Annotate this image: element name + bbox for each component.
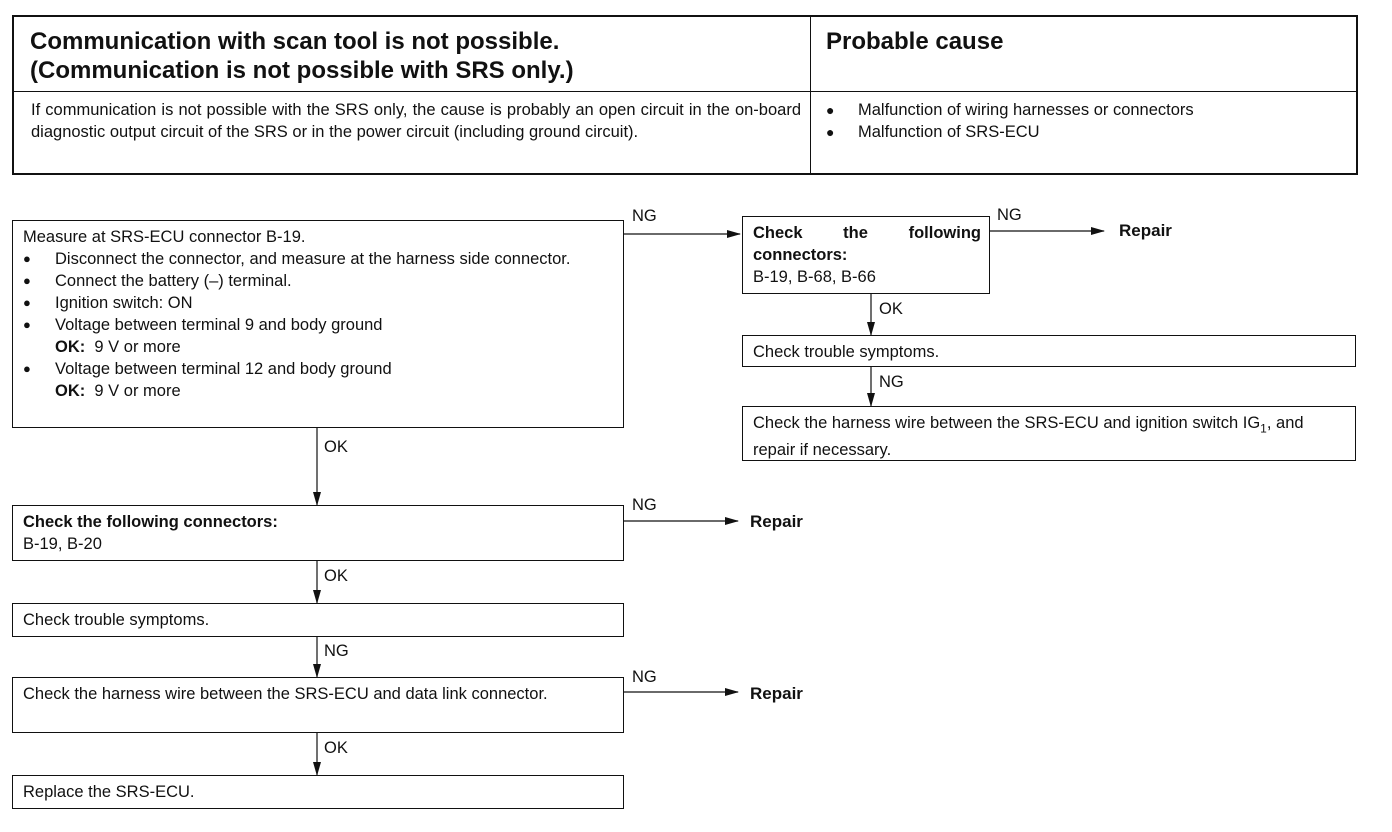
harness-ig-text-after: , and repair if necessary. (753, 414, 1304, 460)
ng-label: NG (632, 668, 657, 686)
bullet-icon: ● (23, 273, 31, 288)
bullet-icon: ● (23, 251, 31, 266)
measure-step-text: Ignition switch: ON (55, 294, 193, 312)
measure-step (23, 292, 615, 314)
measure-step (23, 270, 615, 292)
harness-ig-text (753, 412, 1347, 461)
ok-label: OK: (55, 338, 86, 356)
harness-ig-text-before: Check the harness wire between the SRS-ECU and ignition switch IG (753, 414, 1261, 432)
ng-label: NG (632, 496, 657, 514)
harness-ig-box (742, 406, 1356, 461)
header-title-line1: Communication with scan tool is not possible. (30, 28, 560, 55)
header-description: If communication is not possible with the SRS only, the cause is probably an open circuit in the on-board diagnostic output circuit of the SRS or in the power circuit (including ground circuit). (31, 101, 801, 141)
measure-step (23, 248, 615, 270)
check-connectors-right-title: Check the following connectors: (753, 224, 981, 264)
measure-steps (23, 248, 615, 402)
check-connectors-left-box (12, 505, 624, 561)
measure-step (23, 358, 615, 380)
measure-step-text: Connect the battery (–) terminal. (55, 272, 292, 290)
bullet-icon: ● (826, 102, 835, 118)
measure-step-text: Voltage between terminal 9 and body ground (55, 316, 383, 334)
trouble-symptoms-right-text: Check trouble symptoms. (753, 343, 940, 361)
repair-label: Repair (1119, 221, 1172, 240)
check-connectors-right-box (742, 216, 990, 294)
measure-step-text: Voltage between terminal 12 and body ground (55, 360, 392, 378)
ok-label: OK (324, 438, 348, 456)
replace-ecu-text: Replace the SRS-ECU. (23, 783, 195, 801)
trouble-symptoms-left-box (12, 603, 624, 637)
measure-box (12, 220, 624, 428)
trouble-symptoms-left-text: Check trouble symptoms. (23, 611, 210, 629)
harness-dlc-text: Check the harness wire between the SRS-ECU and data link connector. (23, 685, 548, 703)
ng-label: NG (997, 206, 1022, 224)
check-connectors-left-list: B-19, B-20 (23, 535, 102, 553)
bullet-icon: ● (23, 295, 31, 310)
repair-label: Repair (750, 512, 803, 531)
ok-criterion (23, 336, 615, 358)
ng-label: NG (879, 373, 904, 391)
measure-step (23, 314, 615, 336)
ng-label: NG (632, 207, 657, 225)
ok-label: OK: (55, 382, 86, 400)
ok-value: 9 V or more (94, 338, 181, 356)
bullet-icon: ● (826, 124, 835, 140)
harness-ig-subscript: 1 (1260, 421, 1267, 436)
measure-step-text: Disconnect the connector, and measure at the harness side connector. (55, 250, 571, 268)
header-title-line2: (Communication is not possible with SRS only.) (30, 57, 574, 84)
probable-cause-title: Probable cause (826, 28, 1004, 55)
measure-title: Measure at SRS-ECU connector B-19. (23, 228, 306, 246)
harness-dlc-box (12, 677, 624, 733)
ok-label: OK (324, 739, 348, 757)
ok-value: 9 V or more (94, 382, 181, 400)
ok-label: OK (879, 300, 903, 318)
cause-text: Malfunction of SRS-ECU (858, 123, 1040, 141)
bullet-icon: ● (23, 361, 31, 376)
check-connectors-right-list: B-19, B-68, B-66 (753, 268, 876, 286)
ok-criterion (23, 380, 615, 402)
ng-label: NG (324, 642, 349, 660)
bullet-icon: ● (23, 317, 31, 332)
repair-label: Repair (750, 684, 803, 703)
replace-ecu-box (12, 775, 624, 809)
trouble-symptoms-right-box (742, 335, 1356, 367)
cause-text: Malfunction of wiring harnesses or connectors (858, 101, 1194, 119)
check-connectors-left-title: Check the following connectors: (23, 513, 278, 531)
ok-label: OK (324, 567, 348, 585)
